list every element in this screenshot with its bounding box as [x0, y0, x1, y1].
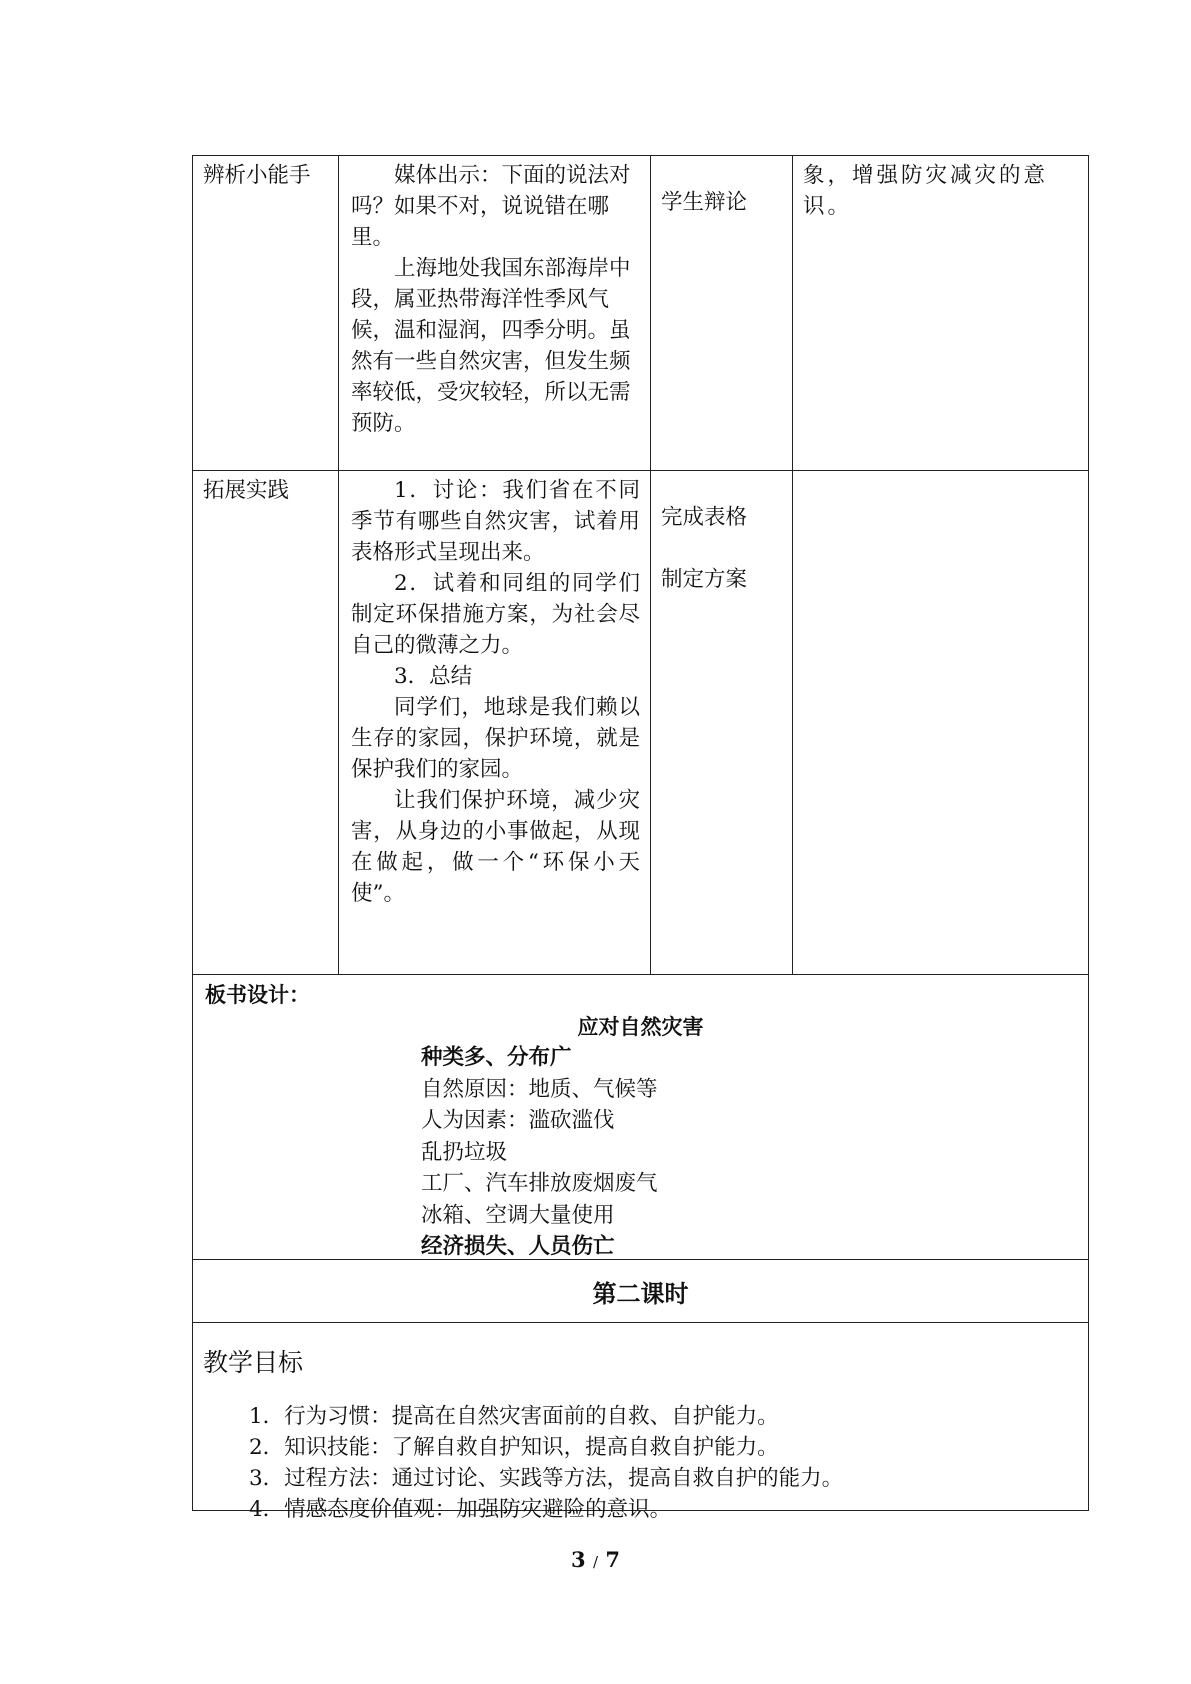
board-line: 自然原因：地质、气候等 [421, 1076, 658, 1102]
board-line: 种类多、分布广 [421, 1045, 572, 1070]
content-paragraph: 媒体出示：下面的说法对吗？如果不对，说说错在哪里。 [351, 163, 631, 250]
board-line: 乱扔垃圾 [421, 1139, 508, 1165]
board-line: 经济损失、人员伤亡 [421, 1234, 615, 1259]
content-cell [339, 471, 651, 974]
page-separator: / [592, 1553, 599, 1571]
goal-item: 3．过程方法：通过讨论、实践等方法，提高自救自护的能力。 [249, 1466, 844, 1491]
goal-item: 4．情感态度价值观：加强防灾避险的意识。 [249, 1497, 672, 1522]
board-label: 板书设计： [205, 983, 310, 1007]
content-paragraph: 3．总结 [394, 664, 473, 689]
board-line: 人为因素：滥砍滥伐 [421, 1108, 615, 1133]
content-paragraph: 上海地处我国东部海岸中段，属亚热带海洋性季风气候，温和湿润，四季分明。虽然有一些自然灾害，但发生频率较低，受灾较轻，所以无需预防。 [351, 256, 631, 436]
lesson-title: 第二课时 [592, 1279, 689, 1308]
lesson-title-row [192, 1259, 1089, 1322]
intent-cell [793, 471, 1088, 974]
activity-cell [651, 471, 793, 974]
intent-cell [793, 156, 1088, 470]
activity-cell [651, 156, 793, 470]
stage-label: 辨析小能手 [203, 163, 311, 188]
activity-text: 制定方案 [661, 567, 748, 592]
table-row [192, 155, 1089, 470]
goal-item: 1．行为习惯：提高在自然灾害面前的自救、自护能力。 [249, 1404, 779, 1429]
content-paragraph: 2．试着和同组的同学们制定环保措施方案，为社会尽自己的微薄之力。 [351, 571, 640, 658]
content-cell [339, 156, 651, 470]
stage-cell [193, 156, 339, 470]
board-lines [421, 1042, 658, 1263]
content-paragraph: 同学们，地球是我们赖以生存的家园，保护环境，就是保护我们的家园。 [351, 695, 640, 782]
activity-text: 学生辩论 [661, 190, 748, 215]
goals-list [249, 1401, 843, 1525]
lesson-plan-table [192, 155, 1089, 1522]
page-number [0, 1547, 1191, 1572]
page-total: 7 [605, 1547, 620, 1572]
table-row [192, 470, 1089, 974]
stage-label: 拓展实践 [203, 478, 290, 503]
stage-cell [193, 471, 339, 974]
activity-text: 完成表格 [661, 505, 748, 530]
teaching-goals [192, 1322, 1089, 1522]
board-title: 应对自然灾害 [577, 1015, 704, 1039]
page-current: 3 [571, 1547, 586, 1572]
board-design [192, 974, 1089, 1259]
goals-title: 教学目标 [203, 1348, 304, 1377]
board-line: 冰箱、空调大量使用 [421, 1202, 615, 1228]
content-paragraph: 让我们保护环境，减少灾害，从身边的小事做起，从现在做起，做一个“环保小天使”。 [351, 788, 640, 906]
content-paragraph: 1．讨论：我们省在不同季节有哪些自然灾害，试着用表格形式呈现出来。 [351, 478, 640, 565]
intent-text: 象，增强防灾减灾的意识。 [803, 163, 1049, 219]
goal-item: 2．知识技能：了解自救自护知识，提高自救自护能力。 [249, 1435, 779, 1460]
board-line: 工厂、汽车排放废烟废气 [421, 1171, 658, 1196]
